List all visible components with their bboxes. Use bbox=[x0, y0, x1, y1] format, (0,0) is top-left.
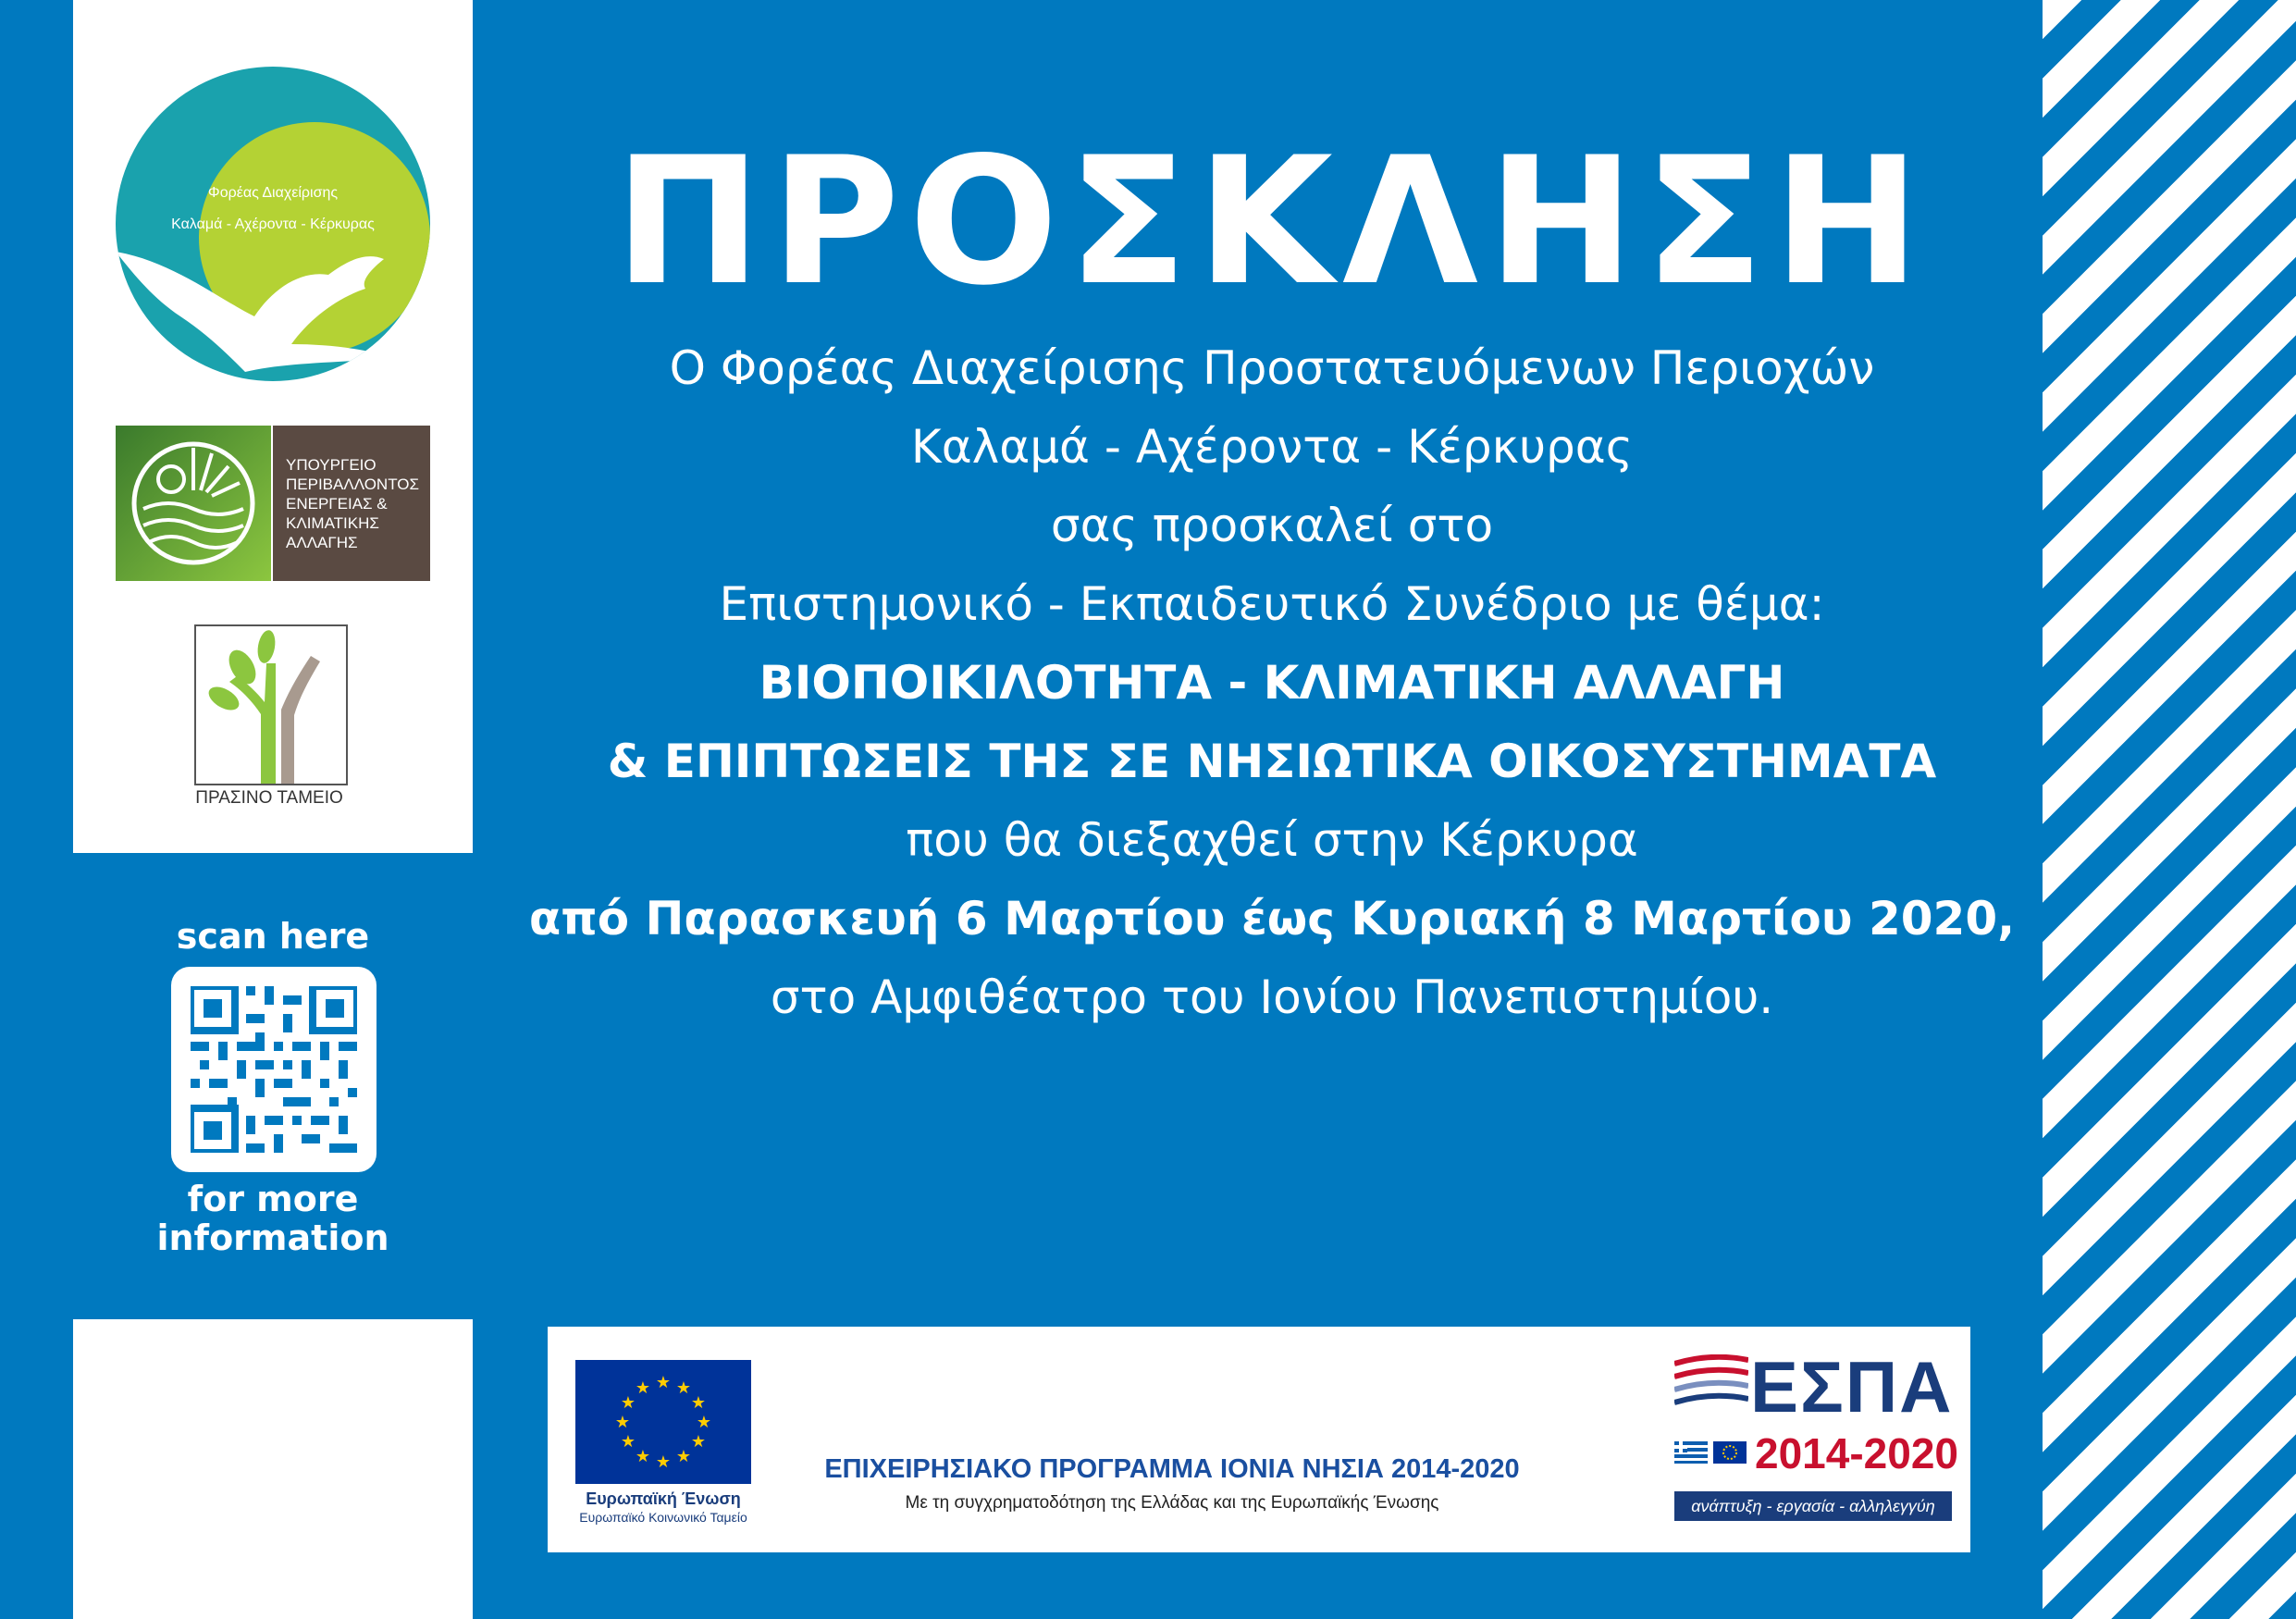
ministry-name-box bbox=[273, 426, 430, 581]
location-line: που θα διεξαχθεί στην Κέρκυρα bbox=[906, 813, 1638, 867]
svg-text:★: ★ bbox=[696, 1413, 712, 1432]
qr-code[interactable] bbox=[171, 967, 376, 1172]
green-fund-label: ΠΡΑΣΙΝΟ ΤΑΜΕΙΟ bbox=[195, 788, 343, 808]
espa-years: 2014-2020 bbox=[1755, 1429, 1958, 1477]
svg-text:★: ★ bbox=[675, 1447, 692, 1466]
dates-line: από Παρασκευή 6 Μαρτίου έως Κυριακή 8 Μαρτίου 2020, bbox=[528, 892, 2016, 945]
more-information-label bbox=[93, 1180, 453, 1257]
ministry-emblem bbox=[116, 426, 271, 581]
ministry-name-line: ΑΛΛΑΓΗΣ bbox=[286, 534, 358, 551]
svg-text:★: ★ bbox=[614, 1413, 631, 1432]
eu-fund-name: Ευρωπαϊκό Κοινωνικό Ταμείο bbox=[579, 1510, 747, 1525]
scan-here-label: scan here bbox=[176, 916, 370, 957]
ministry-name-line: ΕΝΕΡΓΕΙΑΣ & bbox=[286, 495, 388, 513]
diagonal-stripes-decoration bbox=[2043, 0, 2296, 1619]
invite-line: σας προσκαλεί στο bbox=[1050, 499, 1494, 552]
funding-banner bbox=[548, 1327, 1970, 1552]
eu-name: Ευρωπαϊκή Ένωση bbox=[586, 1489, 741, 1508]
eu-flag bbox=[575, 1360, 751, 1484]
organizer-region-line: Καλαμά - Αχέροντα - Κέρκυρας bbox=[910, 420, 1634, 474]
ministry-name-line: ΚΛΙΜΑΤΙΚΗΣ bbox=[286, 514, 379, 532]
page-title: ΠΡΟΣΚΛΗΣΗ bbox=[614, 119, 1930, 324]
cofunding-note: Με τη συγχρηματοδότηση της Ελλάδας και της Ευρωπαϊκής Ένωσης bbox=[905, 1493, 1439, 1513]
topic-line-1: ΒΙΟΠΟΙΚΙΛΟΤΗΤΑ - ΚΛΙΜΑΤΙΚΗ ΑΛΛΑΓΗ bbox=[759, 656, 1785, 710]
svg-text:★: ★ bbox=[690, 1432, 707, 1452]
topic-line-2: & ΕΠΙΠΤΩΣΕΙΣ ΤΗΣ ΣΕ ΝΗΣΙΩΤΙΚΑ ΟΙΚΟΣΥΣΤΗΜΑΤΑ bbox=[607, 735, 1937, 788]
espa-logo-text: ΕΣΠΑ bbox=[1750, 1346, 1954, 1427]
agency-logo bbox=[116, 67, 430, 381]
tree-icon bbox=[196, 626, 346, 784]
ministry-name-line: ΥΠΟΥΡΓΕΙΟ bbox=[286, 456, 376, 474]
eu-stars-icon bbox=[575, 1360, 751, 1484]
ministry-name-line: ΠΕΡΙΒΑΛΛΟΝΤΟΣ bbox=[286, 476, 420, 493]
espa-motto: ανάπτυξη - εργασία - αλληλεγγύη bbox=[1674, 1491, 1952, 1521]
left-bottom-panel bbox=[73, 1319, 473, 1619]
agency-name-line1: Φορέας Διαχείρισης bbox=[207, 185, 339, 201]
green-fund-logo bbox=[194, 624, 348, 785]
conference-type-line: Επιστημονικό - Εκπαιδευτικό Συνέδριο με θέμα: bbox=[719, 577, 1825, 631]
svg-text:★: ★ bbox=[655, 1452, 672, 1472]
ministry-logo bbox=[116, 426, 430, 581]
svg-text:★: ★ bbox=[655, 1373, 672, 1392]
svg-text:★: ★ bbox=[620, 1393, 636, 1413]
espa-waves-icon bbox=[1674, 1354, 1748, 1406]
programme-title: ΕΠΙΧΕΙΡΗΣΙΑΚΟ ΠΡΟΓΡΑΜΜΑ ΙΟΝΙΑ ΝΗΣΙΑ 2014-2020 bbox=[824, 1454, 1520, 1484]
svg-text:★: ★ bbox=[635, 1378, 651, 1398]
greek-eu-flags-icon bbox=[1674, 1440, 1748, 1467]
bird-icon bbox=[116, 233, 430, 381]
svg-text:★: ★ bbox=[620, 1432, 636, 1452]
svg-text:★: ★ bbox=[675, 1378, 692, 1398]
qr-code-icon bbox=[191, 986, 357, 1153]
agency-name-line2: Καλαμά - Αχέροντα - Κέρκυρας bbox=[171, 216, 375, 232]
more-information-line: for more bbox=[187, 1179, 359, 1219]
ministry-emblem-icon bbox=[116, 426, 271, 581]
more-information-line: information bbox=[156, 1217, 389, 1258]
venue-line: στο Αμφιθέατρο του Ιονίου Πανεπιστημίου. bbox=[770, 970, 1774, 1024]
ministry-name bbox=[286, 455, 419, 552]
organizer-line: Ο Φορέας Διαχείρισης Προστατευόμενων Περιοχών bbox=[669, 341, 1875, 395]
svg-text:★: ★ bbox=[635, 1447, 651, 1466]
svg-text:★: ★ bbox=[690, 1393, 707, 1413]
